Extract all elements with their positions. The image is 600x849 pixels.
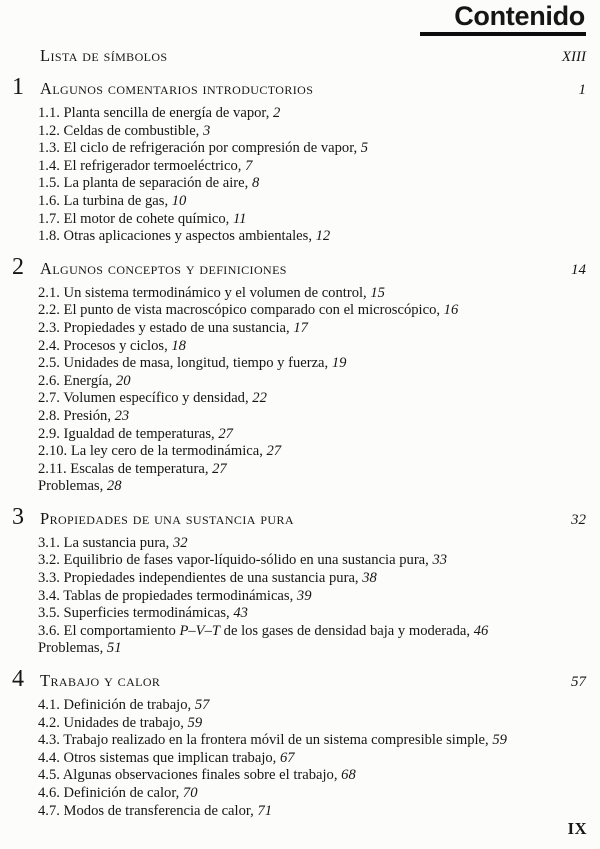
toc-entry: 2.5. Unidades de masa, longitud, tiempo y fuerza, 19: [38, 355, 347, 372]
toc-entry-page: 17: [293, 319, 308, 336]
toc-entry-page: 46: [473, 622, 489, 639]
toc-entry-text-part: de los gases de densidad baja y moderada: [220, 622, 467, 639]
toc-entry: Problemas, 28: [38, 478, 122, 495]
toc-entry-text: 3.1. La sustancia pura: [38, 534, 166, 551]
chapter-heading: [8, 671, 586, 692]
folio-page-number: IX: [567, 819, 587, 838]
toc-entry-text: 1.8. Otras aplicaciones y aspectos ambientales: [38, 228, 309, 245]
toc-entry-text: 4.2. Unidades de trabajo: [38, 714, 181, 731]
toc-entry: 2.8. Presión, 23: [38, 407, 130, 424]
toc-entry-text: 3.4. Tablas de propiedades termodinámicas: [38, 587, 290, 604]
toc-entry-page: 8: [251, 175, 260, 192]
toc-entry-page: 43: [233, 605, 248, 622]
toc-entry-page: 28: [106, 478, 122, 495]
toc-entry-text: 2.1. Un sistema termodinámico y el volumen de control: [38, 284, 364, 301]
chapter-number: 3: [12, 503, 24, 530]
toc-entry: 4.4. Otros sistemas que implican trabajo, 67: [38, 749, 295, 766]
toc-entry-page: 70: [182, 785, 198, 801]
toc-entry: 2.6. Energía, 20: [38, 372, 131, 389]
toc-entry: Problemas, 51: [38, 640, 122, 657]
toc-entry-page: 5: [360, 140, 369, 157]
toc-entry-page: 2: [273, 105, 281, 121]
toc-entry: 2.10. La ley cero de la termodinámica, 27: [38, 443, 282, 460]
toc-entry-text: 2.5. Unidades de masa, longitud, tiempo y fuerza: [38, 355, 325, 372]
toc-entry-page: 22: [252, 390, 267, 407]
toc-entry-text: Problemas: [38, 478, 100, 495]
toc-entry: 3.5. Superficies termodinámicas, 43: [38, 605, 248, 622]
front-matter-row: [40, 46, 586, 66]
toc-entry: 3.1. La sustancia pura, 32: [38, 534, 188, 551]
toc-entry-text-italic: P–V–T: [179, 622, 220, 639]
toc-entry-text: 3.3. Propiedades independientes de una sustancia pura: [38, 570, 355, 587]
toc-entry-text: 2.6. Energía: [38, 372, 109, 389]
toc-entry: 1.4. El refrigerador termoeléctrico, 7: [38, 157, 253, 174]
toc-entry-text-part: 3.6. El comportamiento: [38, 622, 180, 639]
toc-entry: 2.3. Propiedades y estado de una sustancia, 17: [38, 319, 308, 336]
toc-entry-text: 4.6. Definición de calor: [38, 785, 176, 801]
chapter-section: [8, 253, 586, 496]
toc-entry-text: 2.9. Igualdad de temperaturas: [38, 425, 212, 442]
toc-entry-page: 39: [296, 587, 312, 604]
toc-entry: 4.3. Trabajo realizado en la frontera móvil de un sistema compresible simple, 59: [38, 732, 507, 749]
toc-entry-page: 3: [202, 122, 211, 139]
toc-entry-text: 2.8. Presión: [38, 407, 108, 424]
toc-entry: 1.3. El ciclo de refrigeración por compresión de vapor, 5: [38, 140, 369, 157]
toc-entry-page: 20: [115, 372, 131, 389]
toc-entry-page: 23: [114, 407, 130, 424]
toc-entry-page: 10: [171, 192, 187, 209]
chapter-items: [8, 285, 586, 496]
toc-entry: 2.11. Escalas de temperatura, 27: [38, 460, 227, 477]
chapter-items: [8, 535, 586, 658]
chapter-page: 57: [571, 674, 586, 691]
toc-entry-text: 3.2. Equilibrio de fases vapor-líquido-sólido en una sustancia pura: [38, 552, 426, 569]
toc-entry: 2.9. Igualdad de temperaturas, 27: [38, 425, 233, 442]
toc-entry-page: 19: [331, 355, 347, 372]
toc-entry: 4.6. Definición de calor, 70: [38, 785, 198, 801]
chapter-number: 2: [12, 253, 24, 280]
toc-entry-text: 2.4. Procesos y ciclos: [38, 337, 165, 354]
toc-entry: 1.5. La planta de separación de aire, 8: [38, 175, 260, 192]
toc-entry-text: 4.7. Modos de transferencia de calor: [38, 802, 251, 819]
toc-entry-page: 27: [266, 443, 282, 460]
toc-entry-text: 4.5. Algunas observaciones finales sobre el trabajo: [38, 767, 334, 784]
chapter-page: 1: [578, 82, 586, 98]
toc-entry: 1.7. El motor de cohete químico, 11: [38, 210, 247, 227]
toc-entry-page: 51: [106, 640, 122, 657]
toc-entry-page: 27: [218, 425, 233, 442]
front-matter-page: XIII: [561, 49, 586, 65]
toc-entry-page: 68: [341, 767, 356, 784]
toc-entry: 4.1. Definición de trabajo, 57: [38, 697, 210, 714]
chapter-number: 4: [12, 666, 24, 693]
toc-entry: 4.2. Unidades de trabajo, 59: [38, 714, 203, 731]
toc-entry: 2.7. Volumen específico y densidad, 22: [38, 390, 267, 407]
toc-entry: 4.5. Algunas observaciones finales sobre el trabajo, 68: [38, 767, 356, 784]
toc-entry-text: 2.11. Escalas de temperatura: [38, 460, 205, 477]
toc-entry-text: 4.3. Trabajo realizado en la frontera móvil de un sistema compresible simple: [38, 732, 486, 749]
toc-entry-page: 11: [232, 210, 247, 227]
toc-entry-text: 3.5. Superficies termodinámicas: [38, 605, 227, 622]
toc-entry-text: 1.2. Celdas de combustible: [38, 122, 196, 139]
chapter-section: [8, 503, 586, 658]
toc-entry: 1.1. Planta sencilla de energía de vapor, 2: [38, 105, 281, 121]
toc-entry-text: 2.3. Propiedades y estado de una sustancia: [38, 319, 287, 336]
toc-entry: 4.7. Modos de transferencia de calor, 71: [38, 802, 273, 819]
chapter-number: 1: [12, 74, 24, 100]
toc-entry-page: 16: [443, 302, 459, 319]
toc-entry-page: 15: [370, 284, 385, 301]
chapter-heading: [8, 259, 586, 280]
toc-entry-text: 4.1. Definición de trabajo: [38, 697, 188, 714]
toc-entry-text: 1.6. La turbina de gas: [38, 192, 165, 209]
toc-entry-page: 12: [315, 228, 331, 245]
toc-entry: 3.2. Equilibrio de fases vapor-líquido-sólido en una sustancia pura, 33: [38, 552, 448, 569]
page-header: [8, 2, 586, 36]
chapter-items: [8, 697, 586, 820]
chapter-page: 32: [571, 511, 586, 528]
front-matter-label: Lista de símbolos: [40, 46, 168, 65]
toc-entry-page: 67: [279, 749, 295, 766]
chapter-page: 14: [571, 261, 586, 278]
toc-entry-page: 33: [432, 552, 448, 569]
chapter-title: Trabajo y calor: [40, 671, 161, 691]
toc-entry-text: 1.3. El ciclo de refrigeración por compresión de vapor: [38, 140, 354, 157]
page-title: Contenido: [420, 2, 586, 36]
chapter-title: Propiedades de una sustancia pura: [40, 508, 294, 528]
chapter-heading: [8, 509, 586, 530]
toc-entry-text: Problemas: [38, 640, 100, 657]
toc-entry: 1.8. Otras aplicaciones y aspectos ambientales, 12: [38, 228, 331, 245]
toc-entry-page: 59: [492, 732, 507, 749]
toc-entry-text: 1.1. Planta sencilla de energía de vapor: [38, 105, 266, 121]
toc-entry: 2.1. Un sistema termodinámico y el volumen de control, 15: [38, 284, 385, 301]
toc-entry-page: 59: [187, 714, 203, 731]
toc-entry: 3.6. El comportamiento P–V–T de los gases de densidad baja y moderada, 46: [38, 622, 489, 639]
toc-entry-text: 1.7. El motor de cohete químico: [38, 210, 226, 227]
toc-entry-page: 57: [194, 697, 210, 714]
toc-entry: 2.4. Procesos y ciclos, 18: [38, 337, 186, 354]
chapter-list: [8, 74, 586, 820]
toc-entry-text: 1.5. La planta de separación de aire: [38, 175, 245, 192]
chapter-items: [8, 105, 586, 246]
chapter-section: [8, 74, 586, 246]
chapter-section: [8, 666, 586, 820]
toc-entry-text: 4.4. Otros sistemas que implican trabajo: [38, 749, 273, 766]
toc-entry: 3.3. Propiedades independientes de una sustancia pura, 38: [38, 570, 377, 587]
toc-entry-text: 1.4. El refrigerador termoeléctrico: [38, 157, 238, 174]
toc-entry: 1.2. Celdas de combustible, 3: [38, 122, 211, 139]
chapter-title: Algunos comentarios introductorios: [40, 79, 314, 98]
toc-entry-page: 27: [212, 460, 227, 477]
toc-entry: 3.4. Tablas de propiedades termodinámicas, 39: [38, 587, 312, 604]
toc-entry: 1.6. La turbina de gas, 10: [38, 192, 187, 209]
toc-entry-text: 2.10. La ley cero de la termodinámica: [38, 443, 260, 460]
toc-entry: 2.2. El punto de vista macroscópico comparado con el microscópico, 16: [38, 302, 459, 319]
toc-entry-text: 2.7. Volumen específico y densidad: [38, 390, 245, 407]
chapter-heading: [8, 79, 586, 100]
toc-entry-page: 71: [257, 802, 273, 819]
toc-entry-text: [38, 623, 466, 639]
toc-entry-page: 32: [172, 534, 188, 551]
toc-entry-page: 18: [171, 337, 186, 354]
toc-entry-page: 38: [362, 570, 377, 587]
toc-entry-text: 2.2. El punto de vista macroscópico comparado con el microscópico: [38, 302, 437, 319]
toc-entry-page: 7: [245, 157, 253, 174]
chapter-title: Algunos conceptos y definiciones: [40, 258, 287, 278]
